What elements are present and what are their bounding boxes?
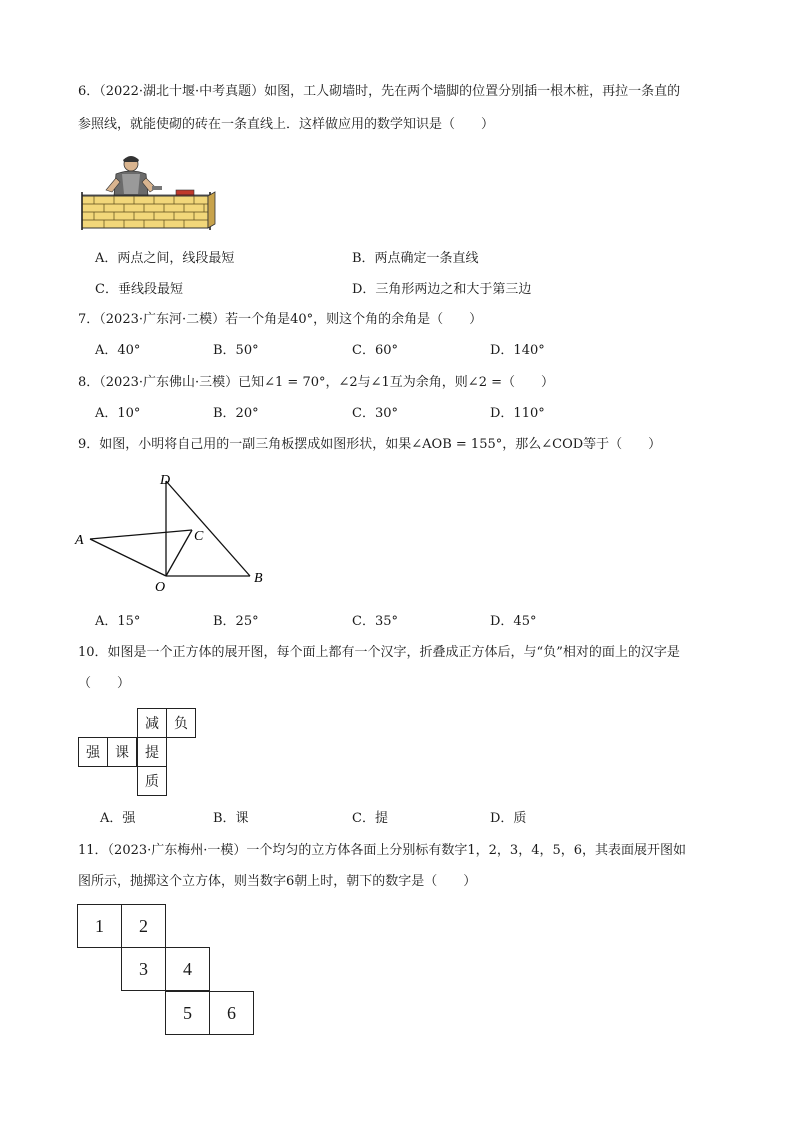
q7-option-c: C．60°	[352, 343, 398, 358]
q6-option-b: B．两点确定一条直线	[352, 251, 479, 266]
q7-option-a: A．40°	[95, 343, 141, 358]
net-cell: 提	[137, 737, 167, 767]
net-cell: 负	[166, 708, 196, 738]
q10-stem-line1: 10．如图是一个正方体的展开图，每个面上都有一个汉字，折叠成正方体后，与“负”相对的面上的汉字是	[78, 645, 680, 660]
label-o: O	[155, 580, 166, 595]
number-cell: 3	[121, 947, 166, 991]
q10-stem-line2: （ ）	[78, 676, 131, 691]
q9-option-b: B．25°	[213, 614, 259, 629]
q10-option-a: A．强	[100, 811, 136, 826]
q10-option-d: D．质	[490, 811, 527, 826]
number-cell: 4	[165, 947, 210, 991]
label-a: A	[75, 533, 84, 548]
number-cell: 5	[165, 991, 210, 1035]
triangle-figure	[70, 468, 280, 596]
number-cell: 1	[77, 904, 122, 948]
label-b: B	[254, 571, 263, 586]
q7-option-b: B．50°	[213, 343, 259, 358]
label-d: D	[160, 473, 171, 488]
q6-option-c: C．垂线段最短	[95, 282, 183, 297]
q11-stem-line1: 11．（2023·广东梅州·一模）一个均匀的立方体各面上分别标有数字1，2，3，4，5，6，其表面展开图如	[78, 843, 687, 858]
q6-stem-line1: 6．（2022·湖北十堰·中考真题）如图，工人砌墙时，先在两个墙脚的位置分别插一根木桩，再拉一条直的	[78, 84, 681, 99]
net-cell: 课	[107, 737, 137, 767]
q7-option-d: D．140°	[490, 343, 545, 358]
q11-stem-line2: 图所示，抛掷这个立方体，则当数字6朝上时，朝下的数字是（ ）	[78, 874, 477, 889]
q8-option-a: A．10°	[95, 406, 141, 421]
q8-option-b: B．20°	[213, 406, 259, 421]
q10-option-c: C．提	[352, 811, 388, 826]
net-cell: 质	[137, 766, 167, 796]
q9-option-c: C．35°	[352, 614, 398, 629]
q10-option-b: B．课	[213, 811, 249, 826]
number-cell: 2	[121, 904, 166, 948]
q6-stem-line2: 参照线，就能使砌的砖在一条直线上．这样做应用的数学知识是（ ）	[78, 117, 495, 132]
net-cell: 减	[137, 708, 167, 738]
q6-option-a: A．两点之间，线段最短	[95, 251, 235, 266]
net-cell: 强	[78, 737, 108, 767]
q6-option-d: D．三角形两边之和大于第三边	[352, 282, 532, 297]
label-c: C	[194, 529, 204, 544]
q9-option-a: A．15°	[95, 614, 141, 629]
number-cell: 6	[209, 991, 254, 1035]
q8-option-d: D．110°	[490, 406, 545, 421]
q7-stem: 7．（2023·广东河·二模）若一个角是40°，则这个角的余角是（ ）	[78, 312, 483, 327]
bricklayer-illustration	[78, 152, 218, 232]
q8-stem: 8．（2023·广东佛山·三模）已知∠1 = 70°，∠2与∠1互为余角，则∠2 =（ ）	[78, 375, 554, 390]
q9-option-d: D．45°	[490, 614, 537, 629]
q9-stem: 9．如图，小明将自己用的一副三角板摆成如图形状，如果∠AOB = 155°，那么∠COD等于（ ）	[78, 437, 662, 452]
q8-option-c: C．30°	[352, 406, 398, 421]
